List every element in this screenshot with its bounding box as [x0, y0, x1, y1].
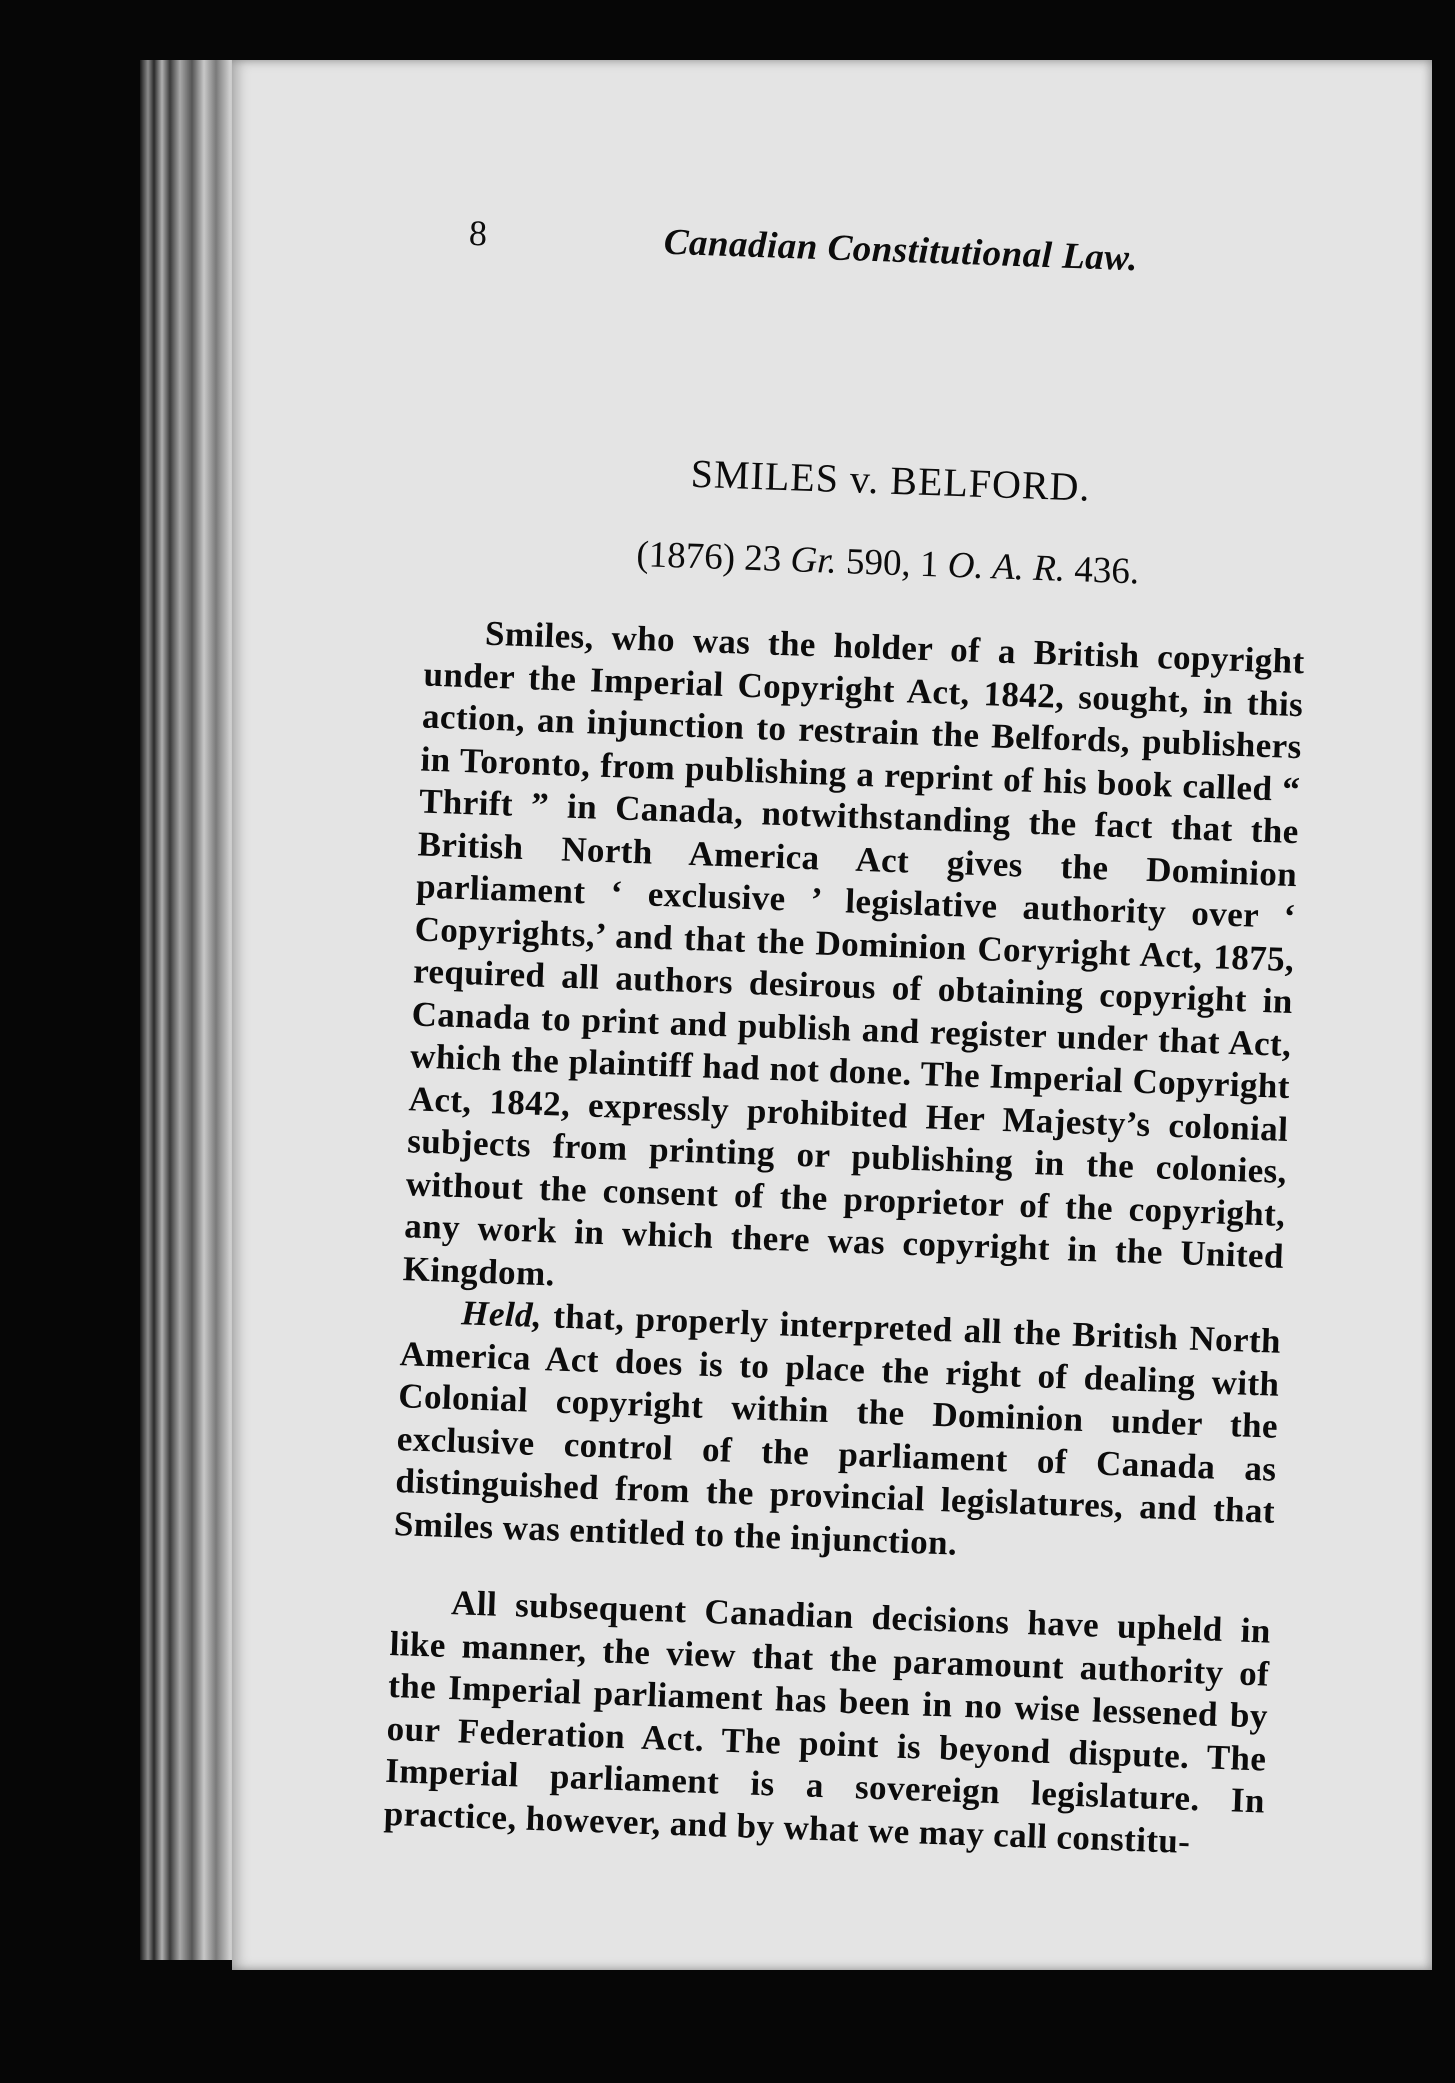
- citation-reporter-gr: Gr.: [789, 539, 838, 582]
- book-page: [232, 60, 1432, 1970]
- paragraph-commentary: All subsequent Canadian decisions have upheld in like manner, the view that the paramount authority of the Imperial parliament has been in no wise lessened by our Federation Act. The point is beyond dispute. The Imperial parliament is a sovereign legislature. In practice, however, and by what we may call constitu-: [383, 1583, 1272, 1861]
- citation-middle: 590, 1: [845, 541, 940, 586]
- running-title: Canadian Constitutional Law.: [663, 221, 1139, 280]
- case-title: SMILES v. BELFORD.: [690, 450, 1092, 510]
- citation-end: 436.: [1073, 549, 1140, 593]
- held-label: Held,: [460, 1293, 543, 1336]
- paragraph-holding: [393, 1290, 1281, 1576]
- case-citation: [457, 527, 1318, 600]
- page-content: [199, 40, 1455, 1991]
- page-header: [468, 212, 1170, 280]
- citation-year: (1876) 23: [635, 533, 783, 580]
- paragraph-facts: Smiles, who was the holder of a British copyright under the Imperial Copyright Act, 1842, sought, in this action, an injunction to restrain the Belfords, publishers in Toronto, from publishing a reprint of his book called “ Thrift ” in Canada, notwithstanding the fact that the British North America Act gives the Dominion parliament ‘ exclusive ’ legislative authority over ‘ Copyrights,’ and that the Dominion Coryright Act, 1875, required all authors desirous of obtaining copyright in Canada to print and publish and register under that Act, which the plaintiff had not done. The Imperial Copyright Act, 1842, expressly prohibited Her Majesty’s colonial subjects from printing or publishing in the colonies, without the consent of the proprietor of the copyright, any work in which there was copyright in the United Kingdom.: [402, 613, 1306, 1293]
- citation-reporter-oar: O. A. R.: [947, 544, 1066, 590]
- page-number: 8: [468, 212, 488, 254]
- holding-text: that, properly interpreted all the British North America Act does is to place the right of dealing with Colonial copyright within the Dominion under the exclusive control of the parliament of Canada as distinguished from the provincial legislatures, and that Smiles was entitled to the injunction.: [393, 1296, 1282, 1563]
